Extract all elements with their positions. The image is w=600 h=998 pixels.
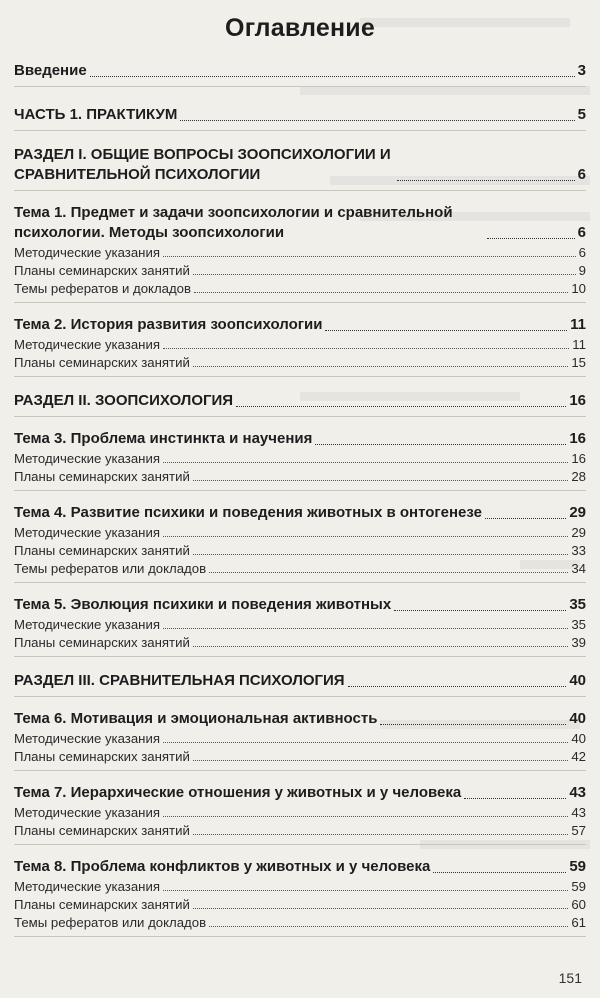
entry-label: Тема 7. Иерархические отношения у животных и у человека xyxy=(14,784,462,801)
entry-page: 39 xyxy=(571,635,586,650)
dot-leader xyxy=(433,872,566,873)
entry-label: Тема 4. Развитие психики и поведения животных в онтогенезе xyxy=(14,504,482,521)
dot-leader xyxy=(163,256,576,257)
toc-entry-section[interactable] xyxy=(14,671,586,697)
toc-entry-item[interactable] xyxy=(14,730,586,747)
toc-entry-topic[interactable] xyxy=(14,503,586,523)
entry-label: Тема 2. История развития зоопсихологии xyxy=(14,316,323,333)
entry-page: 9 xyxy=(578,263,586,278)
dot-leader xyxy=(193,480,569,481)
entry-page: 59 xyxy=(571,879,586,894)
toc-entry-item[interactable] xyxy=(14,280,586,297)
entry-page: 3 xyxy=(577,62,586,79)
dot-leader xyxy=(209,572,568,573)
entry-label: Методические указания xyxy=(14,245,160,260)
toc-entry-topic[interactable] xyxy=(14,315,586,335)
entry-page: 16 xyxy=(569,430,586,447)
entry-label: Методические указания xyxy=(14,451,160,466)
entry-label: Планы семинарских занятий xyxy=(14,263,190,278)
toc-entry-topic[interactable] xyxy=(14,429,586,449)
entry-label: Методические указания xyxy=(14,879,160,894)
entry-label: Методические указания xyxy=(14,337,160,352)
toc-entry-item[interactable] xyxy=(14,634,586,651)
toc-entry-section[interactable] xyxy=(14,145,586,191)
entry-page: 11 xyxy=(570,316,586,333)
dot-leader xyxy=(193,274,576,275)
dot-leader xyxy=(163,742,568,743)
dot-leader xyxy=(464,798,566,799)
dot-leader xyxy=(485,518,566,519)
toc-topic-block xyxy=(14,315,586,377)
entry-label: Планы семинарских занятий xyxy=(14,823,190,838)
entry-label: Методические указания xyxy=(14,731,160,746)
entry-label: Методические указания xyxy=(14,805,160,820)
entry-label: Тема 6. Мотивация и эмоциональная активность xyxy=(14,710,378,727)
entry-page: 43 xyxy=(571,805,586,820)
toc-entry-item[interactable] xyxy=(14,524,586,541)
dot-leader xyxy=(163,816,568,817)
toc-entry-item[interactable] xyxy=(14,336,586,353)
entry-page: 40 xyxy=(571,731,586,746)
entry-label: Тема 3. Проблема инстинкта и научения xyxy=(14,430,313,447)
dot-leader xyxy=(90,76,575,77)
toc-sections xyxy=(14,145,586,937)
toc-entry-item[interactable] xyxy=(14,616,586,633)
toc-topic-block xyxy=(14,709,586,771)
dot-leader xyxy=(163,890,568,891)
toc-entry-topic[interactable] xyxy=(14,783,586,803)
toc-entry-topic[interactable] xyxy=(14,595,586,615)
entry-label: Планы семинарских занятий xyxy=(14,749,190,764)
toc-entry-topic[interactable] xyxy=(14,709,586,729)
dot-leader xyxy=(487,238,575,239)
toc-entry-item[interactable] xyxy=(14,450,586,467)
entry-label: Темы рефератов или докладов xyxy=(14,915,207,930)
dot-leader xyxy=(236,406,566,407)
entry-label: Методические указания xyxy=(14,617,160,632)
toc-entry-topic[interactable] xyxy=(14,857,586,877)
dot-leader xyxy=(193,554,569,555)
toc-entry-topic[interactable] xyxy=(14,203,586,243)
entry-label: Планы семинарских занятий xyxy=(14,355,190,370)
toc-entry-item[interactable] xyxy=(14,262,586,279)
entry-page: 40 xyxy=(569,672,586,689)
entry-label: РАЗДЕЛ II. ЗООПСИХОЛОГИЯ xyxy=(14,392,234,409)
entry-label: РАЗДЕЛ I. ОБЩИЕ ВОПРОСЫ ЗООПСИХОЛОГИИ И СРАВНИТЕЛЬНОЙ ПСИХОЛОГИИ xyxy=(14,146,391,183)
dot-leader xyxy=(380,724,566,725)
toc-entry-item[interactable] xyxy=(14,560,586,577)
dot-leader xyxy=(163,462,568,463)
entry-label: Темы рефератов и докладов xyxy=(14,281,192,296)
entry-label: Тема 1. Предмет и задачи зоопсихологии и сравнительной психологии. Методы зоопсихологии xyxy=(14,204,453,241)
dot-leader xyxy=(163,348,569,349)
entry-page: 60 xyxy=(571,897,586,912)
toc-topic-block xyxy=(14,203,586,303)
toc-topic-block xyxy=(14,783,586,845)
toc-entry-part[interactable] xyxy=(14,105,586,131)
entry-page: 40 xyxy=(569,710,586,727)
page-title: Оглавление xyxy=(225,14,375,42)
dot-leader xyxy=(315,444,566,445)
entry-label: Введение xyxy=(14,62,87,79)
entry-page: 5 xyxy=(577,106,586,123)
entry-page: 10 xyxy=(571,281,586,296)
dot-leader xyxy=(394,610,566,611)
toc-entry-item[interactable] xyxy=(14,542,586,559)
entry-page: 6 xyxy=(577,166,586,183)
dot-leader xyxy=(193,908,569,909)
entry-page: 6 xyxy=(578,245,586,260)
toc-entry-item[interactable] xyxy=(14,914,586,931)
entry-label: РАЗДЕЛ III. СРАВНИТЕЛЬНАЯ ПСИХОЛОГИЯ xyxy=(14,672,345,689)
entry-label: Планы семинарских занятий xyxy=(14,897,190,912)
dot-leader xyxy=(193,834,569,835)
toc-topic-block xyxy=(14,429,586,491)
entry-page: 11 xyxy=(572,337,586,352)
toc-topic-block xyxy=(14,503,586,583)
entry-page: 35 xyxy=(571,617,586,632)
entry-page: 29 xyxy=(569,504,586,521)
toc-entry-section[interactable] xyxy=(14,391,586,417)
entry-page: 33 xyxy=(571,543,586,558)
entry-page: 43 xyxy=(569,784,586,801)
dot-leader xyxy=(209,926,568,927)
dot-leader xyxy=(180,120,574,121)
toc-entry-item[interactable] xyxy=(14,878,586,895)
dot-leader xyxy=(193,646,569,647)
entry-page: 57 xyxy=(571,823,586,838)
entry-label: Планы семинарских занятий xyxy=(14,469,190,484)
entry-label: Темы рефератов или докладов xyxy=(14,561,207,576)
dot-leader xyxy=(163,628,568,629)
toc-entry-item[interactable] xyxy=(14,748,586,765)
entry-page: 34 xyxy=(571,561,586,576)
entry-label: Планы семинарских занятий xyxy=(14,543,190,558)
dot-leader xyxy=(194,292,568,293)
dot-leader xyxy=(193,760,569,761)
dot-leader xyxy=(325,330,567,331)
toc-entry-item[interactable] xyxy=(14,354,586,371)
dot-leader xyxy=(397,180,575,181)
entry-page: 16 xyxy=(571,451,586,466)
entry-page: 42 xyxy=(571,749,586,764)
entry-page: 61 xyxy=(571,915,586,930)
entry-label: ЧАСТЬ 1. ПРАКТИКУМ xyxy=(14,106,178,123)
toc-entry-item[interactable] xyxy=(14,804,586,821)
dot-leader xyxy=(348,686,567,687)
entry-page: 6 xyxy=(577,224,586,241)
entry-page: 15 xyxy=(571,355,586,370)
page-number: 151 xyxy=(558,970,582,986)
dot-leader xyxy=(193,366,569,367)
toc-topic-block xyxy=(14,857,586,937)
entry-page: 59 xyxy=(569,858,586,875)
entry-label: Тема 5. Эволюция психики и поведения животных xyxy=(14,596,392,613)
entry-page: 35 xyxy=(569,596,586,613)
entry-label: Планы семинарских занятий xyxy=(14,635,190,650)
entry-page: 28 xyxy=(571,469,586,484)
entry-label: Тема 8. Проблема конфликтов у животных и у человека xyxy=(14,858,431,875)
dot-leader xyxy=(163,536,568,537)
toc-entry-item[interactable] xyxy=(14,244,586,261)
toc-entry-item[interactable] xyxy=(14,468,586,485)
toc-entry-intro[interactable] xyxy=(14,61,586,87)
entry-label: Методические указания xyxy=(14,525,160,540)
toc-entry-item[interactable] xyxy=(14,896,586,913)
entry-page: 16 xyxy=(569,392,586,409)
toc-entry-item[interactable] xyxy=(14,822,586,839)
entry-page: 29 xyxy=(571,525,586,540)
toc-topic-block xyxy=(14,595,586,657)
